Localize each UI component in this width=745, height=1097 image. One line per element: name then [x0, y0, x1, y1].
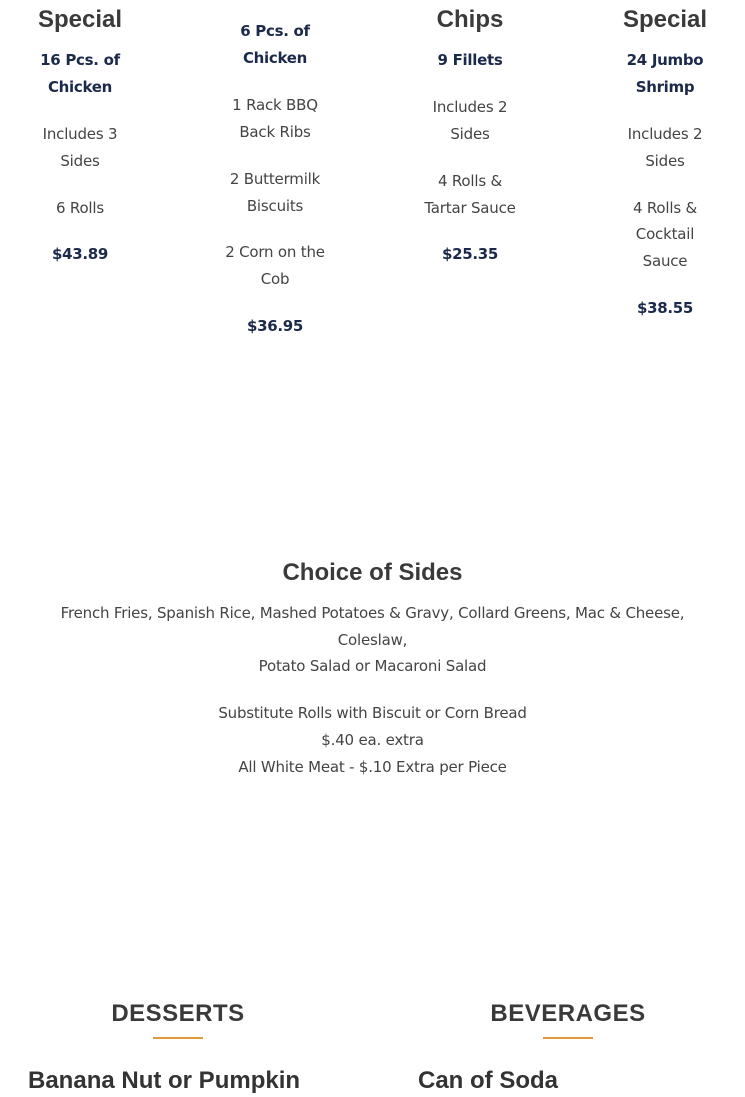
- special-detail-line: 2 Buttermilk: [229, 170, 321, 188]
- special-title: Chips: [436, 6, 504, 33]
- special-price: $38.55: [636, 299, 694, 317]
- special-detail-line: Tartar Sauce: [424, 199, 516, 217]
- special-price: $36.95: [246, 317, 304, 335]
- special-main-line: Chicken: [47, 78, 113, 96]
- special-column-3: [380, 0, 560, 300]
- beverage-item-title: Can of Soda: [418, 1067, 559, 1094]
- special-detail-line: Sides: [645, 152, 685, 170]
- sides-list-line: Coleslaw,: [337, 631, 408, 649]
- special-detail-line: Sauce: [642, 252, 688, 270]
- sides-note-line: All White Meat - $.10 Extra per Piece: [238, 758, 507, 776]
- special-detail-line: 4 Rolls &: [632, 199, 698, 217]
- special-main-line: 9 Fillets: [437, 51, 503, 69]
- special-detail-line: 1 Rack BBQ: [232, 96, 318, 114]
- sides-list-line: Potato Salad or Macaroni Salad: [258, 657, 487, 675]
- special-detail-line: Cob: [260, 270, 290, 288]
- special-detail-line: Includes 2: [432, 98, 508, 116]
- desserts-heading: DESSERTS: [111, 1000, 245, 1027]
- sides-note-line: $.40 ea. extra: [321, 731, 424, 749]
- special-detail-line: 4 Rolls &: [437, 172, 503, 190]
- beverages-accent-divider: [543, 1037, 593, 1039]
- special-title: Special: [622, 6, 708, 33]
- special-detail-line: Sides: [450, 125, 490, 143]
- sides-list-line: French Fries, Spanish Rice, Mashed Potatoes & Gravy, Collard Greens, Mac & Cheese,: [60, 604, 685, 622]
- special-main-line: 16 Pcs. of: [40, 51, 120, 69]
- special-detail-line: 2 Corn on the: [225, 243, 325, 261]
- beverages-heading: BEVERAGES: [490, 1000, 646, 1027]
- special-main-line: 24 Jumbo: [626, 51, 704, 69]
- special-detail-line: Biscuits: [246, 197, 304, 215]
- special-detail-line: Back Ribs: [239, 123, 311, 141]
- sides-heading: Choice of Sides: [282, 559, 463, 586]
- special-detail-line: 6 Rolls: [56, 199, 104, 217]
- special-main-line: Chicken: [242, 49, 308, 67]
- special-detail-line: Includes 3: [42, 125, 118, 143]
- sides-note-line: Substitute Rolls with Biscuit or Corn Bread: [218, 704, 527, 722]
- special-detail-line: Includes 2: [627, 125, 703, 143]
- special-price: $43.89: [51, 245, 109, 263]
- special-column-2: [185, 0, 365, 340]
- special-main-line: 6 Pcs. of: [240, 22, 310, 40]
- desserts-accent-divider: [153, 1037, 203, 1039]
- special-detail-line: Sides: [60, 152, 100, 170]
- dessert-item-title: Banana Nut or Pumpkin: [28, 1067, 301, 1094]
- special-column-4: [575, 0, 745, 330]
- special-title: Special: [37, 6, 123, 33]
- special-detail-line: Cocktail: [635, 225, 695, 243]
- special-main-line: Shrimp: [635, 78, 695, 96]
- special-column-1: [0, 0, 170, 300]
- special-price: $25.35: [441, 245, 499, 263]
